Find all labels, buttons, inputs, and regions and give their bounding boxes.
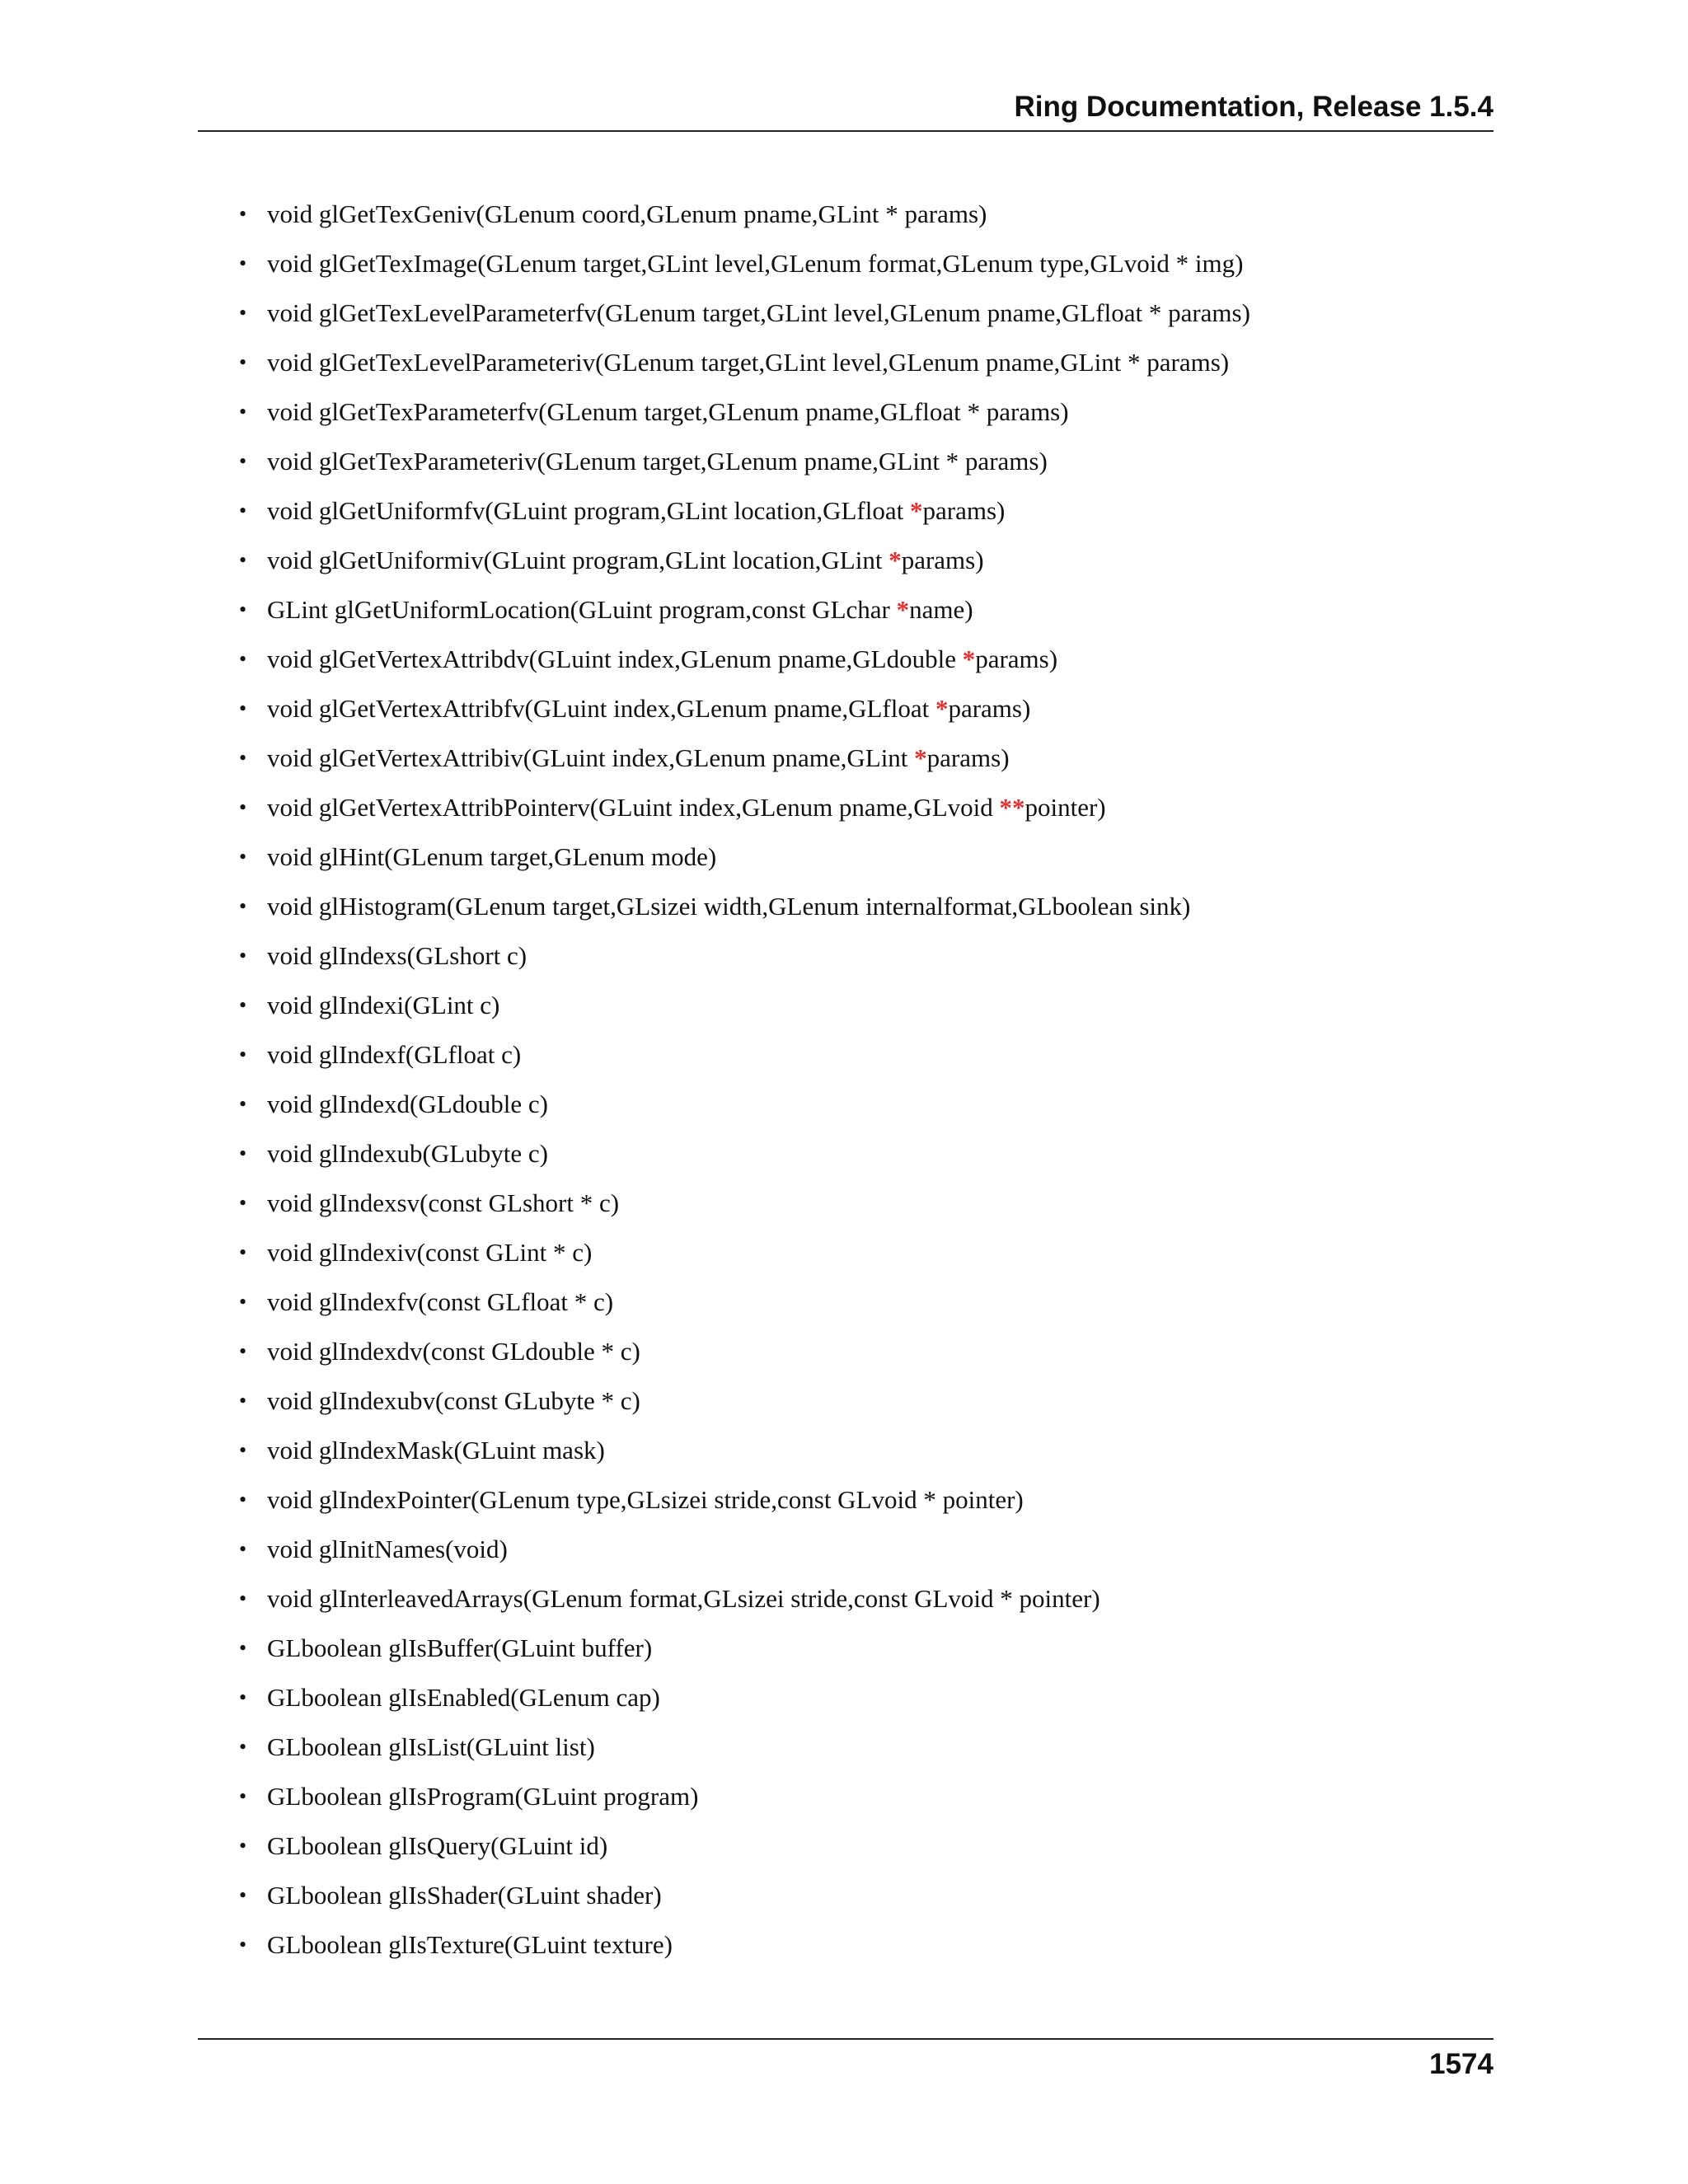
function-list [239, 198, 1250, 1978]
function-signature [267, 595, 973, 624]
function-signature [267, 1881, 662, 1910]
signature-text: pointer) [1025, 793, 1106, 822]
function-signature [267, 941, 527, 970]
signature-text: void glGetUniformiv(GLuint program,GLint location,GLint [267, 546, 889, 574]
pointer-asterisk: ** [999, 793, 1025, 822]
list-item [239, 1582, 1250, 1632]
bullet-icon: • [239, 202, 247, 226]
bullet-icon: • [239, 301, 247, 325]
signature-text: params) [948, 694, 1031, 723]
signature-text: name) [909, 595, 973, 624]
list-item [239, 297, 1250, 346]
signature-text: GLboolean glIsProgram(GLuint program) [267, 1782, 699, 1811]
signature-text: void glGetVertexAttribdv(GLuint index,GLenum pname,GLdouble [267, 644, 963, 673]
bullet-icon: • [239, 499, 247, 523]
list-item [239, 445, 1250, 494]
function-signature [267, 397, 1069, 426]
list-item [239, 1385, 1250, 1434]
signature-text: GLboolean glIsTexture(GLuint texture) [267, 1930, 673, 1959]
bullet-icon: • [239, 548, 247, 572]
bullet-icon: • [239, 1339, 247, 1363]
signature-text: params) [922, 496, 1006, 525]
signature-text: void glGetVertexAttribfv(GLuint index,GLenum pname,GLfloat [267, 694, 935, 723]
signature-text: void glIndexMask(GLuint mask) [267, 1436, 605, 1465]
signature-text: void glIndexPointer(GLenum type,GLsizei stride,const GLvoid * pointer) [267, 1485, 1024, 1514]
function-signature [267, 892, 1190, 921]
list-item [239, 247, 1250, 297]
function-signature [267, 1584, 1100, 1613]
bullet-icon: • [239, 1933, 247, 1957]
signature-text: GLboolean glIsShader(GLuint shader) [267, 1881, 662, 1910]
list-item [239, 198, 1250, 247]
bullet-icon: • [239, 993, 247, 1017]
bullet-icon: • [239, 746, 247, 770]
signature-text: void glInitNames(void) [267, 1535, 508, 1563]
signature-text: params) [975, 644, 1058, 673]
pointer-asterisk: * [935, 694, 949, 723]
list-item [239, 1137, 1250, 1187]
list-item [239, 1533, 1250, 1582]
function-signature [267, 1090, 548, 1118]
bullet-icon: • [239, 795, 247, 819]
function-signature [267, 1040, 521, 1069]
signature-text: void glGetTexImage(GLenum target,GLint level,GLenum format,GLenum type,GLvoid * img) [267, 249, 1244, 278]
page-number: 1574 [1429, 2048, 1493, 2080]
pointer-asterisk: * [914, 743, 927, 772]
list-item [239, 544, 1250, 593]
signature-text: void glHint(GLenum target,GLenum mode) [267, 842, 717, 871]
signature-text: void glIndexub(GLubyte c) [267, 1139, 548, 1168]
bullet-icon: • [239, 1092, 247, 1116]
list-item [239, 692, 1250, 742]
function-signature [267, 546, 984, 574]
list-item [239, 1632, 1250, 1681]
list-item [239, 841, 1250, 890]
list-item [239, 346, 1250, 396]
list-item [239, 643, 1250, 692]
list-item [239, 989, 1250, 1038]
function-signature [267, 991, 499, 1019]
function-signature [267, 1436, 605, 1465]
list-item [239, 1929, 1250, 1978]
function-signature [267, 496, 1005, 525]
signature-text: void glIndexfv(const GLfloat * c) [267, 1287, 614, 1316]
function-signature [267, 694, 1030, 723]
function-signature [267, 1930, 673, 1959]
list-item [239, 1236, 1250, 1286]
function-signature [267, 743, 1010, 772]
list-item [239, 742, 1250, 791]
pointer-asterisk: * [896, 595, 910, 624]
function-signature [267, 1188, 619, 1217]
bullet-icon: • [239, 1586, 247, 1610]
list-item [239, 791, 1250, 841]
list-item [239, 1780, 1250, 1830]
signature-text: GLboolean glIsQuery(GLuint id) [267, 1831, 608, 1860]
signature-text: void glGetTexLevelParameteriv(GLenum target,GLint level,GLenum pname,GLint * params) [267, 348, 1230, 377]
signature-text: void glGetTexParameteriv(GLenum target,GLenum pname,GLint * params) [267, 447, 1048, 476]
list-item [239, 1483, 1250, 1533]
bullet-icon: • [239, 1685, 247, 1709]
function-signature [267, 447, 1048, 476]
list-item [239, 1681, 1250, 1731]
function-signature [267, 298, 1250, 327]
function-signature [267, 1732, 595, 1761]
signature-text: void glGetTexGeniv(GLenum coord,GLenum pname,GLint * params) [267, 199, 987, 228]
header-title: Ring Documentation, Release 1.5.4 [1014, 91, 1493, 123]
bullet-icon: • [239, 647, 247, 671]
bullet-icon: • [239, 1735, 247, 1759]
bullet-icon: • [239, 1537, 247, 1561]
function-signature [267, 1683, 660, 1712]
list-item [239, 1879, 1250, 1929]
bullet-icon: • [239, 1043, 247, 1066]
function-signature [267, 1485, 1024, 1514]
list-item [239, 396, 1250, 445]
list-item [239, 1830, 1250, 1879]
signature-text: params) [901, 546, 984, 574]
list-item [239, 1286, 1250, 1335]
list-item [239, 1434, 1250, 1483]
signature-text: void glIndexd(GLdouble c) [267, 1090, 548, 1118]
bullet-icon: • [239, 350, 247, 374]
signature-text: GLboolean glIsBuffer(GLuint buffer) [267, 1633, 653, 1662]
bullet-icon: • [239, 894, 247, 918]
list-item [239, 1187, 1250, 1236]
bullet-icon: • [239, 400, 247, 424]
bullet-icon: • [239, 1438, 247, 1462]
signature-text: void glHistogram(GLenum target,GLsizei width,GLenum internalformat,GLboolean sink) [267, 892, 1191, 921]
signature-text: void glGetUniformfv(GLuint program,GLint location,GLfloat [267, 496, 910, 525]
function-signature [267, 644, 1057, 673]
bullet-icon: • [239, 1240, 247, 1264]
list-item [239, 1731, 1250, 1780]
function-signature [267, 1831, 607, 1860]
function-signature [267, 1386, 640, 1415]
bullet-icon: • [239, 1141, 247, 1165]
signature-text: void glGetVertexAttribPointerv(GLuint index,GLenum pname,GLvoid [267, 793, 1000, 822]
signature-text: void glIndexubv(const GLubyte * c) [267, 1386, 640, 1415]
signature-text: void glIndexiv(const GLint * c) [267, 1238, 593, 1267]
signature-text: void glIndexs(GLshort c) [267, 941, 528, 970]
function-signature [267, 1287, 613, 1316]
function-signature [267, 1337, 640, 1366]
function-signature [267, 1782, 698, 1811]
function-signature [267, 199, 987, 228]
pointer-asterisk: * [910, 496, 923, 525]
signature-text: void glIndexf(GLfloat c) [267, 1040, 522, 1069]
signature-text: void glGetVertexAttribiv(GLuint index,GLenum pname,GLint [267, 743, 915, 772]
list-item [239, 890, 1250, 940]
function-signature [267, 842, 716, 871]
list-item [239, 940, 1250, 989]
pointer-asterisk: * [889, 546, 902, 574]
list-item [239, 1088, 1250, 1137]
function-signature [267, 1535, 508, 1563]
signature-text: GLboolean glIsList(GLuint list) [267, 1732, 595, 1761]
signature-text: void glIndexi(GLint c) [267, 991, 500, 1019]
bullet-icon: • [239, 1883, 247, 1907]
signature-text: void glInterleavedArrays(GLenum format,GLsizei stride,const GLvoid * pointer) [267, 1584, 1100, 1613]
function-signature [267, 249, 1243, 278]
header-divider [198, 130, 1493, 132]
function-signature [267, 793, 1106, 822]
signature-text: GLboolean glIsEnabled(GLenum cap) [267, 1683, 660, 1712]
list-item [239, 1038, 1250, 1088]
signature-text: params) [926, 743, 1010, 772]
bullet-icon: • [239, 449, 247, 473]
list-item [239, 494, 1250, 544]
bullet-icon: • [239, 1488, 247, 1511]
bullet-icon: • [239, 696, 247, 720]
bullet-icon: • [239, 1784, 247, 1808]
function-signature [267, 1139, 548, 1168]
function-signature [267, 348, 1229, 377]
bullet-icon: • [239, 944, 247, 968]
signature-text: void glGetTexParameterfv(GLenum target,GLenum pname,GLfloat * params) [267, 397, 1069, 426]
bullet-icon: • [239, 845, 247, 869]
list-item [239, 1335, 1250, 1385]
signature-text: GLint glGetUniformLocation(GLuint program,const GLchar [267, 595, 897, 624]
list-item [239, 593, 1250, 643]
bullet-icon: • [239, 598, 247, 621]
bullet-icon: • [239, 1290, 247, 1314]
bullet-icon: • [239, 251, 247, 275]
signature-text: void glIndexdv(const GLdouble * c) [267, 1337, 640, 1366]
bullet-icon: • [239, 1834, 247, 1858]
signature-text: void glIndexsv(const GLshort * c) [267, 1188, 620, 1217]
signature-text: void glGetTexLevelParameterfv(GLenum target,GLint level,GLenum pname,GLfloat * params) [267, 298, 1250, 327]
bullet-icon: • [239, 1389, 247, 1413]
function-signature [267, 1633, 652, 1662]
bullet-icon: • [239, 1191, 247, 1215]
bullet-icon: • [239, 1636, 247, 1660]
footer-divider [198, 2038, 1493, 2040]
function-signature [267, 1238, 592, 1267]
pointer-asterisk: * [962, 644, 976, 673]
